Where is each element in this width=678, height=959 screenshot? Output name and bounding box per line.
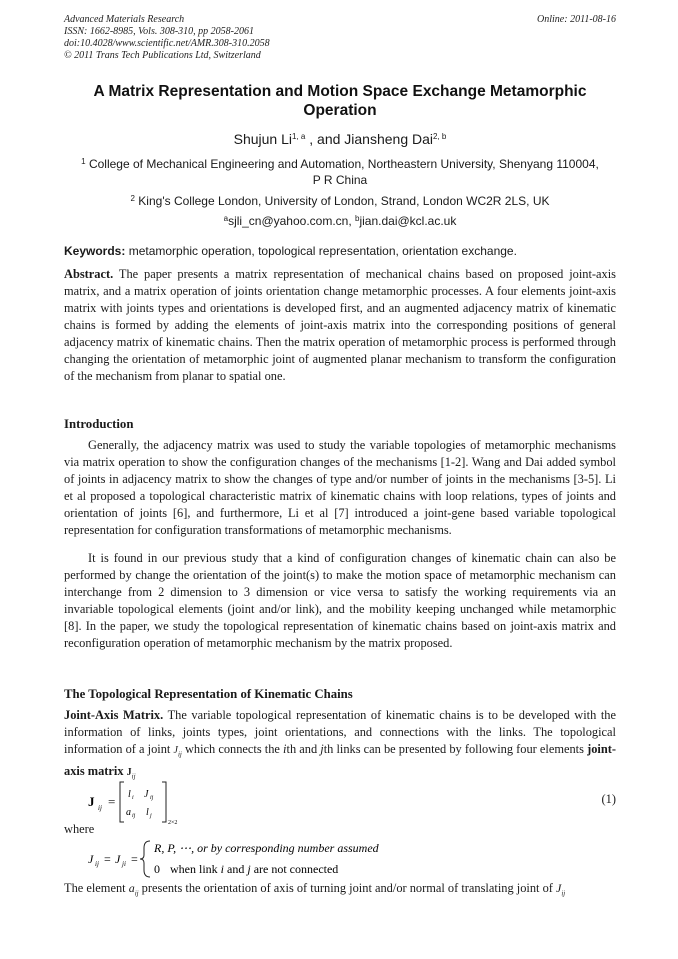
joint-axis-text-a: The variable topological representation of kinematic chains is to be developed with the information of links, joints types, joint orientations, and connections with the links. The topological information of a joint: [64, 708, 617, 756]
joint-axis-text-b: which connects the: [181, 742, 284, 756]
eq2-case1: R, P, ⋯, or by corresponding number assumed: [154, 841, 379, 855]
equation-1: [88, 778, 616, 826]
author-joiner: , and: [305, 131, 345, 147]
m12: J: [144, 789, 149, 800]
equation-1-number: (1): [601, 792, 616, 806]
joint-axis-label: Joint-Axis Matrix.: [64, 708, 164, 722]
section-2-heading: The Topological Representation of Kinematic Chains: [64, 687, 353, 701]
symbol-J2: J: [556, 881, 562, 895]
eq2-case2-text: when link i and j are not connected: [170, 862, 339, 876]
eq2-case2-zero: 0: [154, 862, 160, 876]
introduction-heading: Introduction: [64, 417, 134, 431]
equation-2: [88, 838, 528, 880]
keywords-text: metamorphic operation, topological representation, orientation exchange.: [125, 244, 517, 258]
introduction-paragraph-2: It is found in our previous study that a kind of configuration changes of kinematic chain can also be performed by change the orientation of the joint(s) to make the motion space of metamorphic mechanism can interchange from 2 dimension to 3 dimension or vice versa to satisfy the working requirements via an invariable topological elements (joint and/or link), and the mobility keeping unchanged while metamorphic [8]. In the paper, we study the topological representation of kinematic chains based on joint-axis matrix and reconfiguration operation of metamorphic mechanism by the matrix proposed.: [64, 551, 616, 650]
symbol-bold-J-sub: ij: [131, 772, 136, 781]
author-list: [64, 130, 616, 148]
author-2: Jiansheng Dai: [344, 131, 434, 147]
right-bracket: [162, 782, 166, 822]
m11: l: [128, 789, 131, 800]
author-1: Shujun Li: [233, 131, 293, 147]
m21: a: [126, 807, 131, 818]
affiliation-2-text: King's College London, University of London, Strand, London WC2R 2LS, UK: [138, 194, 550, 208]
abstract-paragraph: [64, 266, 616, 385]
m22-sub: j: [150, 813, 152, 819]
symbol-bold-J: J: [126, 767, 132, 779]
issn-line: ISSN: 1662-8985, Vols. 308-310, pp 2058-2061: [64, 26, 254, 37]
email-line: [64, 213, 616, 229]
title-line-2: Operation: [303, 102, 377, 119]
eq2-lhs: J: [88, 852, 94, 866]
abstract-label: Abstract.: [64, 267, 114, 281]
affiliation-1-line-2: P R China: [312, 173, 368, 187]
eq2-mid: J: [115, 852, 121, 866]
online-date: Online: 2011-08-16: [537, 14, 616, 25]
eq1-lhs-sub: ij: [98, 804, 102, 812]
journal-header: [64, 14, 616, 62]
last-line-text-a: The element: [64, 881, 129, 895]
introduction-paragraph-1: Generally, the adjacency matrix was used to study the variable topologies of metamorphic mechanisms via matrix operation to show the configuration changes of the mechanisms [1-2]. Wang and Dai added symbol of joints in adjacency matrix to show the changes of type and/or number of joints in the mechanisms [3-5]. Li et al proposed a topological characteristic matrix of kinematic chains with loop relations, types of joints and orientation of joints [6], and furthermore, Li et al [7] introduced a joint-gene based variable topological representation for configuration transformations of metamorphic mechanisms.: [64, 438, 616, 537]
index-i: i: [283, 742, 287, 756]
m11-sub: i: [132, 795, 134, 801]
eq2-mid-sub: ji: [122, 860, 126, 868]
keywords: [64, 244, 616, 259]
journal-name: Advanced Materials Research: [64, 14, 185, 25]
index-j: j: [320, 742, 324, 756]
affiliation-1: [64, 156, 616, 188]
m12-sub: ij: [150, 795, 154, 801]
copyright-line: © 2011 Trans Tech Publications Ltd, Switzerland: [64, 50, 261, 61]
symbol-a: a: [128, 881, 135, 895]
joint-axis-bold: joint-axis matrix: [64, 742, 616, 779]
email-b[interactable]: jian.dai@kcl.ac.uk: [359, 214, 457, 228]
abstract-text: The paper presents a matrix representation of mechanical chains based on proposed joint-axis matrix, and a matrix operation of joints orientation change metamorphic processes. A four elements joint-axis matrix with joints types and orientations is developed first, and an augmented adjacency matrix of kinematic chains is formed by adding the elements of joint-axis matrix into the corresponding positions of general adjacency matrix of kinematic chains. Then the matrix operation of metamorphic process is performed through changing the orientation of metamorphic joint of augmented planar mechanism to transform the configuration of the mechanism from planar to spatial one.: [64, 267, 616, 383]
equation-2-cases: [88, 838, 528, 880]
symbol-J-sub: ij: [177, 750, 182, 759]
joint-axis-text-c: th and: [286, 742, 321, 756]
matrix-size: 2×2: [168, 820, 178, 826]
equation-1-matrix: [88, 778, 218, 826]
doi-line: doi:10.4028/www.scientific.net/AMR.308-310.2058: [64, 38, 270, 49]
affiliation-1-sup: 1: [81, 157, 86, 166]
last-text-line: [64, 880, 616, 902]
eq2-lhs-sub: ij: [95, 860, 99, 868]
symbol-a-sub: ij: [134, 889, 139, 898]
email-b-sup: b: [355, 214, 360, 223]
author-2-sup: 2, b: [433, 132, 447, 141]
m22: l: [146, 807, 149, 818]
joint-axis-paragraph: [64, 707, 616, 786]
eq2-eq2: =: [131, 852, 138, 866]
symbol-J: J: [173, 745, 178, 756]
paper-title: [64, 82, 616, 120]
where-label: where: [64, 822, 95, 836]
email-a[interactable]: sjli_cn@yahoo.com.cn,: [228, 214, 355, 228]
left-brace: [140, 841, 150, 877]
email-a-sup: a: [223, 214, 229, 223]
affiliation-1-line-1: College of Mechanical Engineering and Automation, Northeastern University, Shenyang 110004,: [88, 157, 599, 171]
last-line-text-b: presents the orientation of axis of turning joint and/or normal of translating joint of: [138, 881, 556, 895]
joint-axis-text-d: th links can be presented by following four elements: [323, 742, 588, 756]
eq1-lhs: J: [88, 794, 95, 809]
affiliation-2: [64, 193, 616, 209]
affiliation-2-sup: 2: [130, 194, 135, 203]
author-1-sup: 1, a: [292, 132, 306, 141]
eq2-eq1: =: [104, 852, 111, 866]
keywords-label: Keywords:: [64, 244, 126, 258]
title-line-1: A Matrix Representation and Motion Space Exchange Metamorphic: [93, 83, 587, 100]
symbol-J2-sub: ij: [561, 889, 566, 898]
eq1-equals: =: [108, 794, 116, 809]
left-bracket: [120, 782, 124, 822]
m21-sub: ij: [132, 813, 136, 819]
